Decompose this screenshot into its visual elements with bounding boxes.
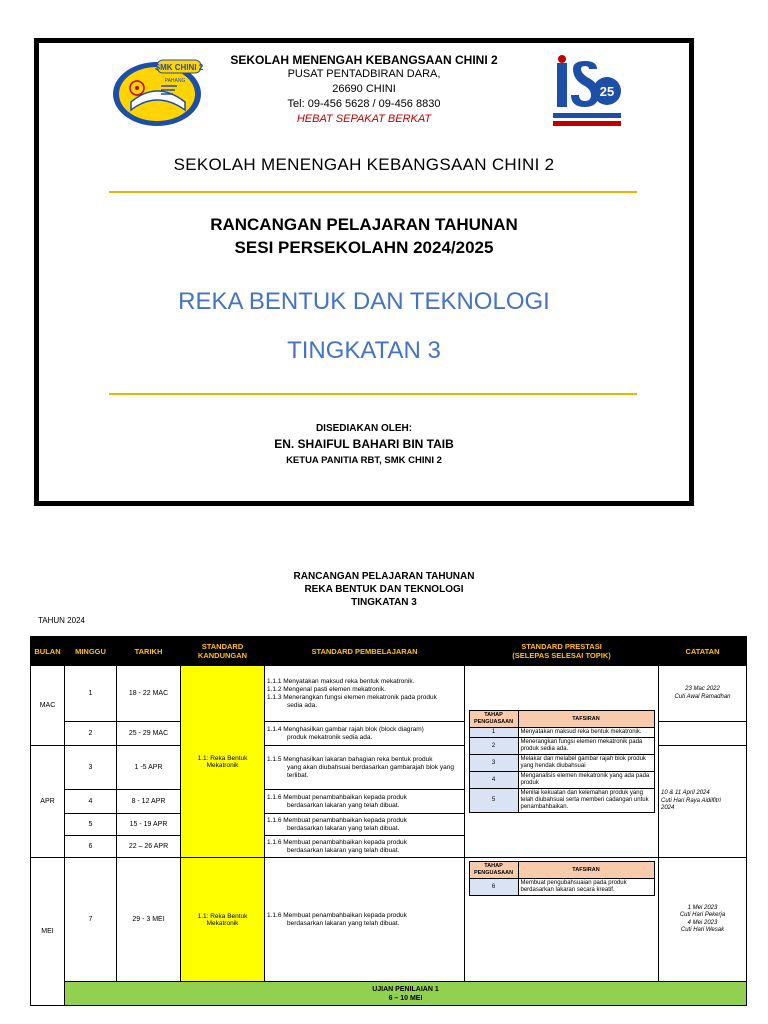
catatan-cell: 10 & 11 April 2024 Cuti Hari Raya Aidilfitri 2024 (659, 746, 747, 858)
date-cell: 8 - 12 APR (117, 790, 181, 814)
plan-title-line: RANCANGAN PELAJARAN TAHUNAN (210, 215, 518, 234)
kandungan-cell: 1.1: Reka Bentuk Mekatronik (181, 666, 265, 858)
catatan-cell: 1 Mei 2023 Cuti Hari Pekerja 4 Mei 2023 Cuti Hari Wesak (659, 858, 747, 982)
pembelajaran-cell: 1.1.6 Membuat penambahbaikan kepada produk berdasarkan lakaran yang telah dibuat. (265, 836, 465, 858)
header-standard-prestasi: STANDARD PRESTASI (SELEPAS SELESAI TOPIK) (465, 637, 659, 666)
date-cell: 22 – 26 APR (117, 836, 181, 858)
school-name-large: SEKOLAH MENENGAH KEBANGSAAN CHINI 2 (173, 155, 555, 174)
divider (109, 393, 637, 395)
catatan-cell (659, 722, 747, 746)
month-cell: MAC (31, 666, 65, 746)
teacher-name: EN. SHAIFUL BAHARI BIN TAIB (274, 437, 454, 451)
month-cell: APR (31, 746, 65, 858)
pembelajaran-cell: 1.1.6 Membuat penambahbaikan kepada produk berdasarkan lakaran yang telah dibuat. (265, 790, 465, 814)
week-cell: 4 (65, 790, 117, 814)
pembelajaran-cell: 1.1.6 Membuat penambahbaikan kepada produk berdasarkan lakaran yang telah dibuat. (265, 814, 465, 836)
catatan-cell: 23 Mac 2022 Cuti Awal Ramadhan (659, 666, 747, 722)
prestasi-cell (465, 666, 659, 858)
month-cell: MEI (31, 858, 65, 1006)
exam-row (31, 982, 747, 1006)
date-cell: 29 - 3 MEI (117, 858, 181, 982)
header-catatan: CATATAN (659, 637, 747, 666)
school-motto: HEBAT SEPAKAT BERKAT (296, 113, 432, 125)
subject-title: REKA BENTUK DAN TEKNOLOGI (178, 288, 550, 315)
phone-number: Tel: 09-456 5628 / 09-456 8830 (287, 98, 441, 110)
header-tarikh: TARIKH (117, 637, 181, 666)
week-cell: 3 (65, 746, 117, 790)
prestasi-table: TAHAP PENGUASAAN TAFSIRAN 1 Menyatakan maksud reka bentuk mekatronik. 2 Menerangkan fungsi elemen mekatronik pada produk sedia ada. 3 Melakar dan melabel gambar rajah blok produk yang hendak diubahsuai 4 Menganalisis elemen mekatronik yang ada pada produk 5 Menilai kekuatan dan kelemahan produk yang telah diubahsuai serta memberi cadangan untuk penambahbaikan. (469, 710, 655, 813)
header-minggu: MINGGU (65, 637, 117, 666)
prestasi-row: 6 Membuat pengubahsuaian pada produk berdasarkan lakaran secara kreatif. (469, 879, 654, 896)
address-line-1: PUSAT PENTADBIRAN DARA, (287, 68, 441, 80)
date-cell: 18 - 22 MAC (117, 666, 181, 722)
week-cell: 5 (65, 814, 117, 836)
school-name: SEKOLAH MENENGAH KEBANGSAAN CHINI 2 (230, 53, 498, 67)
table-title-line-2: REKA BENTUK DAN TEKNOLOGI (304, 584, 464, 595)
svg-text:25: 25 (599, 84, 615, 99)
svg-text:PAHANG: PAHANG (164, 78, 186, 84)
week-cell: 7 (65, 858, 117, 982)
table-title (0, 570, 768, 609)
header-standard-pembelajaran: STANDARD PEMBELAJARAN (265, 637, 465, 666)
address-line-2: 26690 CHINI (332, 83, 396, 95)
date-cell: 1 -5 APR (117, 746, 181, 790)
prestasi-cell (465, 858, 659, 982)
divider (109, 191, 637, 193)
date-cell: 15 - 19 APR (117, 814, 181, 836)
sts-logo-icon (549, 55, 625, 133)
plan-title (39, 213, 689, 259)
form-title: TINGKATAN 3 (287, 337, 441, 364)
prestasi-table: TAHAP PENGUASAAN TAFSIRAN 6 Membuat pengubahsuaian pada produk berdasarkan lakaran secara kreatif. (469, 861, 655, 896)
prestasi-row: 2 Menerangkan fungsi elemen mekatronik pada produk sedia ada. (469, 738, 654, 755)
prestasi-row: 5 Menilai kekuatan dan kelemahan produk yang telah diubahsuai serta memberi cadangan untuk penambahbaikan. (469, 789, 654, 813)
pembelajaran-cell: 1.1.6 Membuat penambahbaikan kepada produk berdasarkan lakaran yang telah dibuat. (265, 858, 465, 982)
header-bulan: BULAN (31, 637, 65, 666)
prestasi-row: 1 Menyatakan maksud reka bentuk mekatronik. (469, 728, 654, 738)
cover-page (34, 38, 694, 506)
week-cell: 2 (65, 722, 117, 746)
exam-cell: UJIAN PENILAIAN 1 6 – 10 MEI (65, 982, 747, 1006)
prepared-by-label: DISEDIAKAN OLEH: (315, 423, 413, 434)
week-cell: 6 (65, 836, 117, 858)
table-header-row (31, 637, 747, 666)
pembelajaran-cell: 1.1.5 Menghasilkan lakaran bahagian reka bentuk produk yang akan diubahsuai berdasarkan gambarajah blok yang terlibat. (265, 746, 465, 790)
pembelajaran-cell: 1.1.1 Menyatakan maksud reka bentuk mekatronik. 1.1.2 Mengenal pasti elemen mekatronik. 1.1.3 Menerangkan fungsi elemen mekatronik pada produk sedia ada. (265, 666, 465, 722)
session-line: SESI PERSEKOLAHN 2024/2025 (234, 238, 494, 257)
table-title-line-1: RANCANGAN PELAJARAN TAHUNAN (293, 571, 475, 582)
header-standard-kandungan: STANDARD KANDUNGAN (181, 637, 265, 666)
lesson-plan-table (30, 636, 747, 1006)
prepared-by (39, 423, 689, 466)
year-label: TAHUN 2024 (38, 616, 85, 625)
table-row (31, 858, 747, 982)
svg-text:SMK CHINI 2: SMK CHINI 2 (154, 63, 203, 72)
pembelajaran-cell: 1.1.4 Menghasilkan gambar rajah blok (block diagram) produk mekatronik sedia ada. (265, 722, 465, 746)
teacher-role: KETUA PANITIA RBT, SMK CHINI 2 (286, 455, 442, 466)
date-cell: 25 - 29 MAC (117, 722, 181, 746)
week-cell: 1 (65, 666, 117, 722)
prestasi-row: 3 Melakar dan melabel gambar rajah blok produk yang hendak diubahsuai (469, 755, 654, 772)
table-row (31, 666, 747, 722)
table-title-line-3: TINGKATAN 3 (351, 597, 417, 608)
prestasi-row: 4 Menganalisis elemen mekatronik yang ada pada produk (469, 772, 654, 789)
kandungan-cell: 1.1: Reka Bentuk Mekatronik (181, 858, 265, 982)
